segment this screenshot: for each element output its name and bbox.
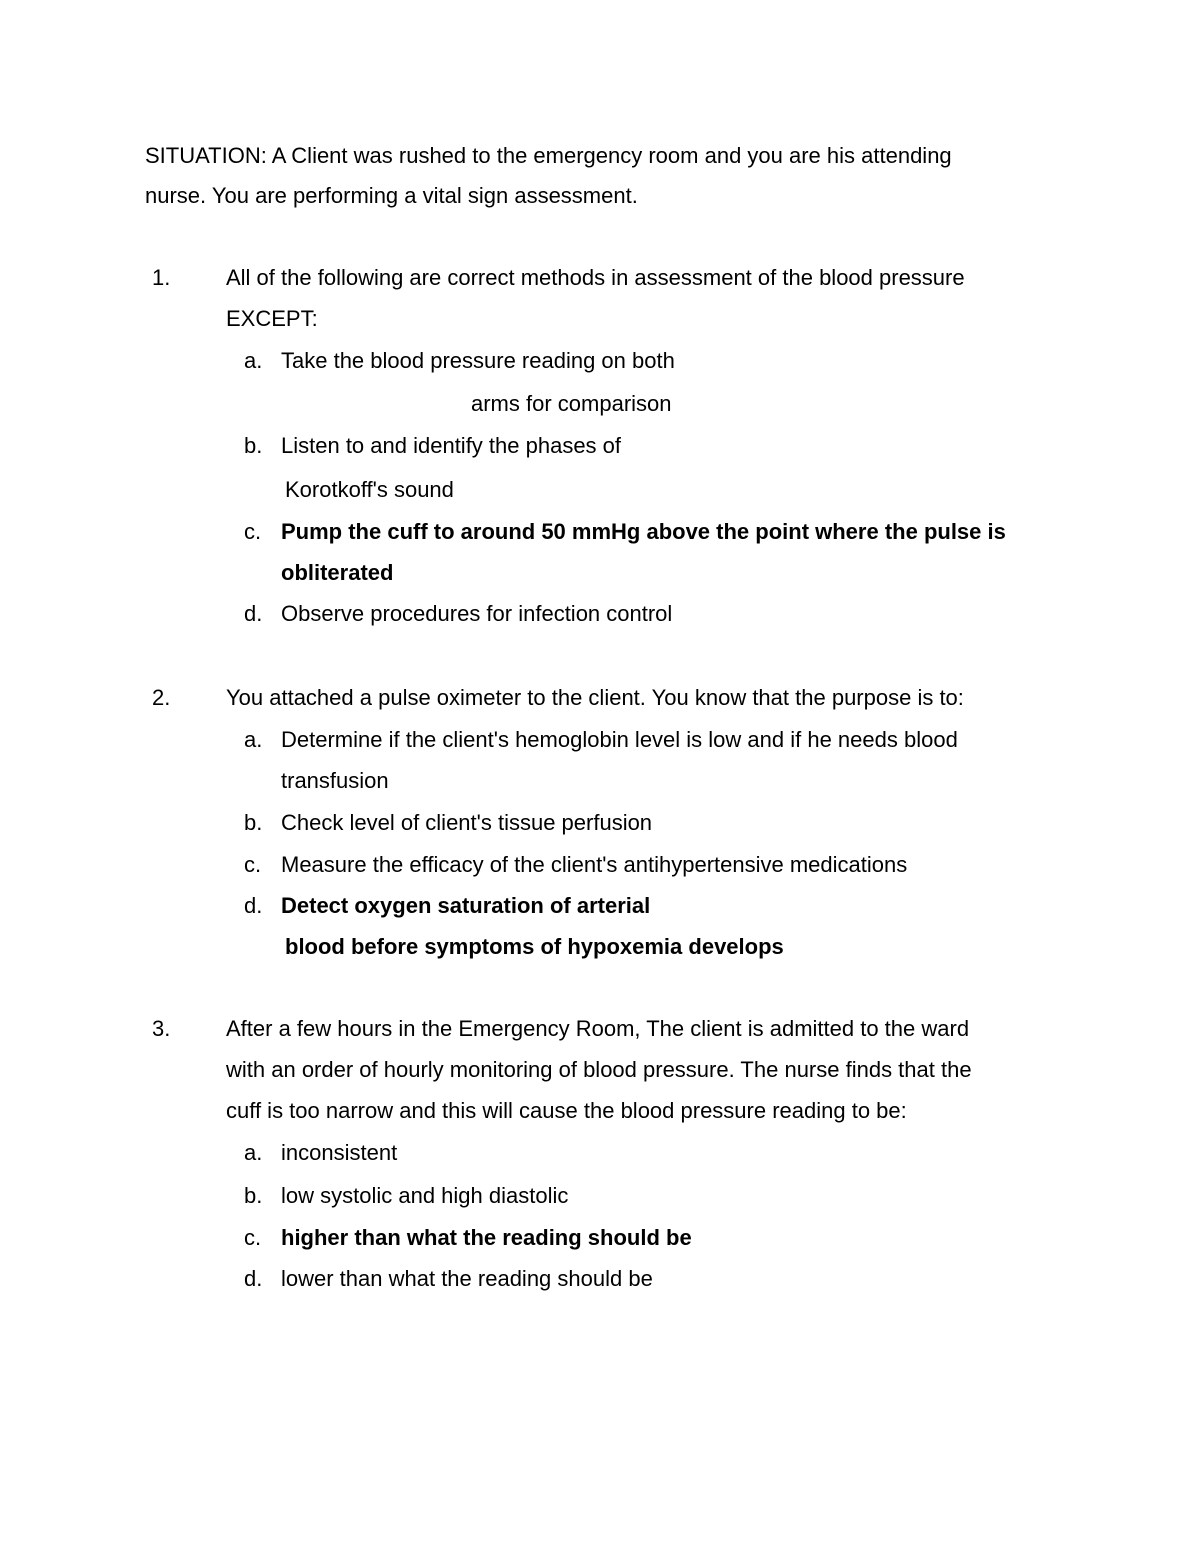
question-1-option-a-line-1: Take the blood pressure reading on both [281, 348, 675, 373]
situation-line-1: SITUATION: A Client was rushed to the emergency room and you are his attending [145, 143, 952, 168]
question-2-option-d-line-1: Detect oxygen saturation of arterial [281, 893, 651, 918]
question-2-option-a-line-1: Determine if the client's hemoglobin level is low and if he needs blood [281, 727, 958, 752]
question-3-text-line-2: with an order of hourly monitoring of blood pressure. The nurse finds that the [226, 1057, 972, 1082]
question-3-option-d-line-1: lower than what the reading should be [281, 1266, 653, 1291]
question-3-option-b-line-1: low systolic and high diastolic [281, 1183, 569, 1208]
question-2-option-b-line-1: Check level of client's tissue perfusion [281, 810, 653, 835]
question-1-option-d-letter: d. [244, 601, 263, 626]
question-2-option-c-letter: c. [244, 852, 262, 877]
question-3-option-c-letter: c. [244, 1225, 262, 1250]
question-2-option-d-letter: d. [244, 893, 263, 918]
question-3-option-a-line-1: inconsistent [281, 1140, 398, 1165]
question-1-option-c-line-2: obliterated [281, 560, 394, 585]
question-1-option-c-line-1: Pump the cuff to around 50 mmHg above the point where the pulse is [281, 519, 1006, 544]
question-2-text-line-1: You attached a pulse oximeter to the client. You know that the purpose is to: [226, 685, 964, 710]
question-1-option-b-letter: b. [244, 433, 263, 458]
question-2-option-d-line-2: blood before symptoms of hypoxemia develops [285, 934, 784, 959]
question-3-option-c-line-1: higher than what the reading should be [281, 1225, 692, 1250]
question-1-option-d-line-1: Observe procedures for infection control [281, 601, 673, 626]
question-2-option-a-letter: a. [244, 727, 263, 752]
question-1-option-a-line-2: arms for comparison [471, 391, 672, 416]
question-1-option-a-letter: a. [244, 348, 263, 373]
question-3-option-b-letter: b. [244, 1183, 263, 1208]
question-2-number: 2. [152, 685, 171, 710]
question-2-option-b-letter: b. [244, 810, 263, 835]
question-2-option-c-line-1: Measure the efficacy of the client's antihypertensive medications [281, 852, 908, 877]
question-1-text-line-2: EXCEPT: [226, 306, 318, 331]
question-1-option-b-line-1: Listen to and identify the phases of [281, 433, 622, 458]
situation-line-2: nurse. You are performing a vital sign assessment. [145, 183, 638, 208]
question-1-text-line-1: All of the following are correct methods in assessment of the blood pressure [226, 265, 965, 290]
question-1-option-b-line-2: Korotkoff's sound [285, 477, 454, 502]
question-1-option-c-letter: c. [244, 519, 262, 544]
question-3-number: 3. [152, 1016, 171, 1041]
question-2-option-a-line-2: transfusion [281, 768, 389, 793]
question-3-option-d-letter: d. [244, 1266, 263, 1291]
question-1-number: 1. [152, 265, 171, 290]
question-3-text-line-3: cuff is too narrow and this will cause the blood pressure reading to be: [226, 1098, 907, 1123]
question-3-text-line-1: After a few hours in the Emergency Room, The client is admitted to the ward [226, 1016, 970, 1041]
question-3-option-a-letter: a. [244, 1140, 263, 1165]
